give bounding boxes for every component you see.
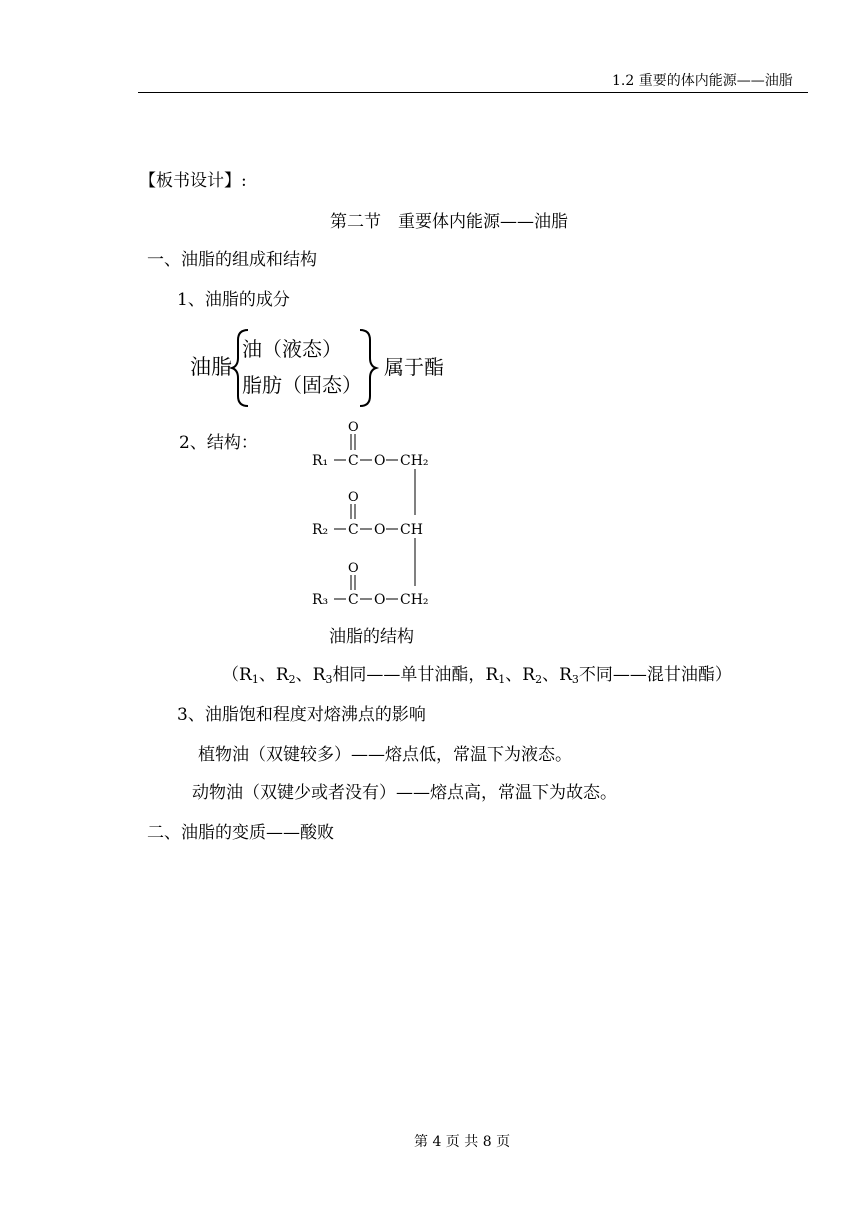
- r2-group: R₂: [312, 522, 329, 538]
- ch2-bottom: CH₂: [400, 592, 429, 608]
- plant-oil-line: 植物油（双键较多）——熔点低，常温下为液态。: [198, 745, 572, 765]
- note-sub-1b: 1: [498, 673, 506, 686]
- composition-diagram: [190, 326, 450, 410]
- ester-oxygen-3: O: [374, 592, 386, 608]
- note-sub-2b: 2: [535, 673, 543, 686]
- note-r2: R: [275, 665, 289, 685]
- subheading-saturation: 3、油脂饱和程度对熔沸点的影响: [177, 705, 426, 725]
- ester-oxygen-1: O: [374, 453, 386, 469]
- structure-caption: 油脂的结构: [329, 627, 414, 647]
- note-comma: 、: [258, 665, 276, 685]
- ch-middle: CH: [400, 522, 423, 538]
- board-design-label: 【板书设计】:: [139, 171, 247, 191]
- right-brace: [360, 330, 376, 406]
- note-r3: R: [312, 665, 326, 685]
- structure-svg: [306, 414, 456, 614]
- heading-2: 二、油脂的变质——酸败: [147, 823, 334, 843]
- page-number: 第 4 页 共 8 页: [414, 1134, 511, 1150]
- composition-right: 属于酯: [384, 355, 444, 379]
- oxygen-3: O: [348, 561, 359, 576]
- note-sub-3b: 3: [571, 673, 579, 686]
- note-diff: 不同——混甘油酯）: [578, 665, 732, 685]
- r1-group: R₁: [312, 453, 329, 469]
- heading-1: 一、油脂的组成和结构: [147, 250, 317, 270]
- subheading-composition: 1、油脂的成分: [177, 290, 290, 310]
- oxygen-2: O: [348, 490, 359, 505]
- header-rule: [138, 92, 808, 93]
- composition-left: 油脂: [190, 355, 232, 379]
- note-r2b: R: [522, 665, 536, 685]
- ch2-top: CH₂: [400, 453, 429, 469]
- animal-oil-line: 动物油（双键少或者没有）——熔点高，常温下为故态。: [192, 783, 617, 803]
- oxygen-1: O: [348, 420, 359, 435]
- note-same: 相同——单甘油酯，: [332, 665, 486, 685]
- note-comma: 、: [505, 665, 523, 685]
- note-sub-3: 3: [325, 673, 333, 686]
- carbon-3: C: [348, 592, 359, 608]
- note-sub-1: 1: [251, 673, 259, 686]
- section-title: 第二节 重要体内能源——油脂: [330, 212, 568, 232]
- running-header: 1.2 重要的体内能源——油脂: [612, 73, 793, 89]
- composition-item-oil: 油（液态）: [242, 337, 342, 361]
- subheading-structure: 2、结构：: [179, 433, 258, 453]
- note-sub-2: 2: [288, 673, 296, 686]
- carbon-2: C: [348, 522, 359, 538]
- composition-brace-svg: [190, 326, 450, 410]
- carbon-1: C: [348, 453, 359, 469]
- note-comma: 、: [295, 665, 313, 685]
- ester-oxygen-2: O: [374, 522, 386, 538]
- triglyceride-structure: [306, 414, 456, 614]
- note-r3b: R: [559, 665, 572, 685]
- note-r1b: R: [485, 665, 499, 685]
- note-r1: R: [239, 665, 252, 685]
- r-group-note: [222, 660, 732, 686]
- note-comma: 、: [542, 665, 560, 685]
- composition-item-fat: 脂肪（固态）: [242, 373, 362, 397]
- note-open-paren: （: [222, 665, 239, 685]
- r3-group: R₃: [312, 592, 329, 608]
